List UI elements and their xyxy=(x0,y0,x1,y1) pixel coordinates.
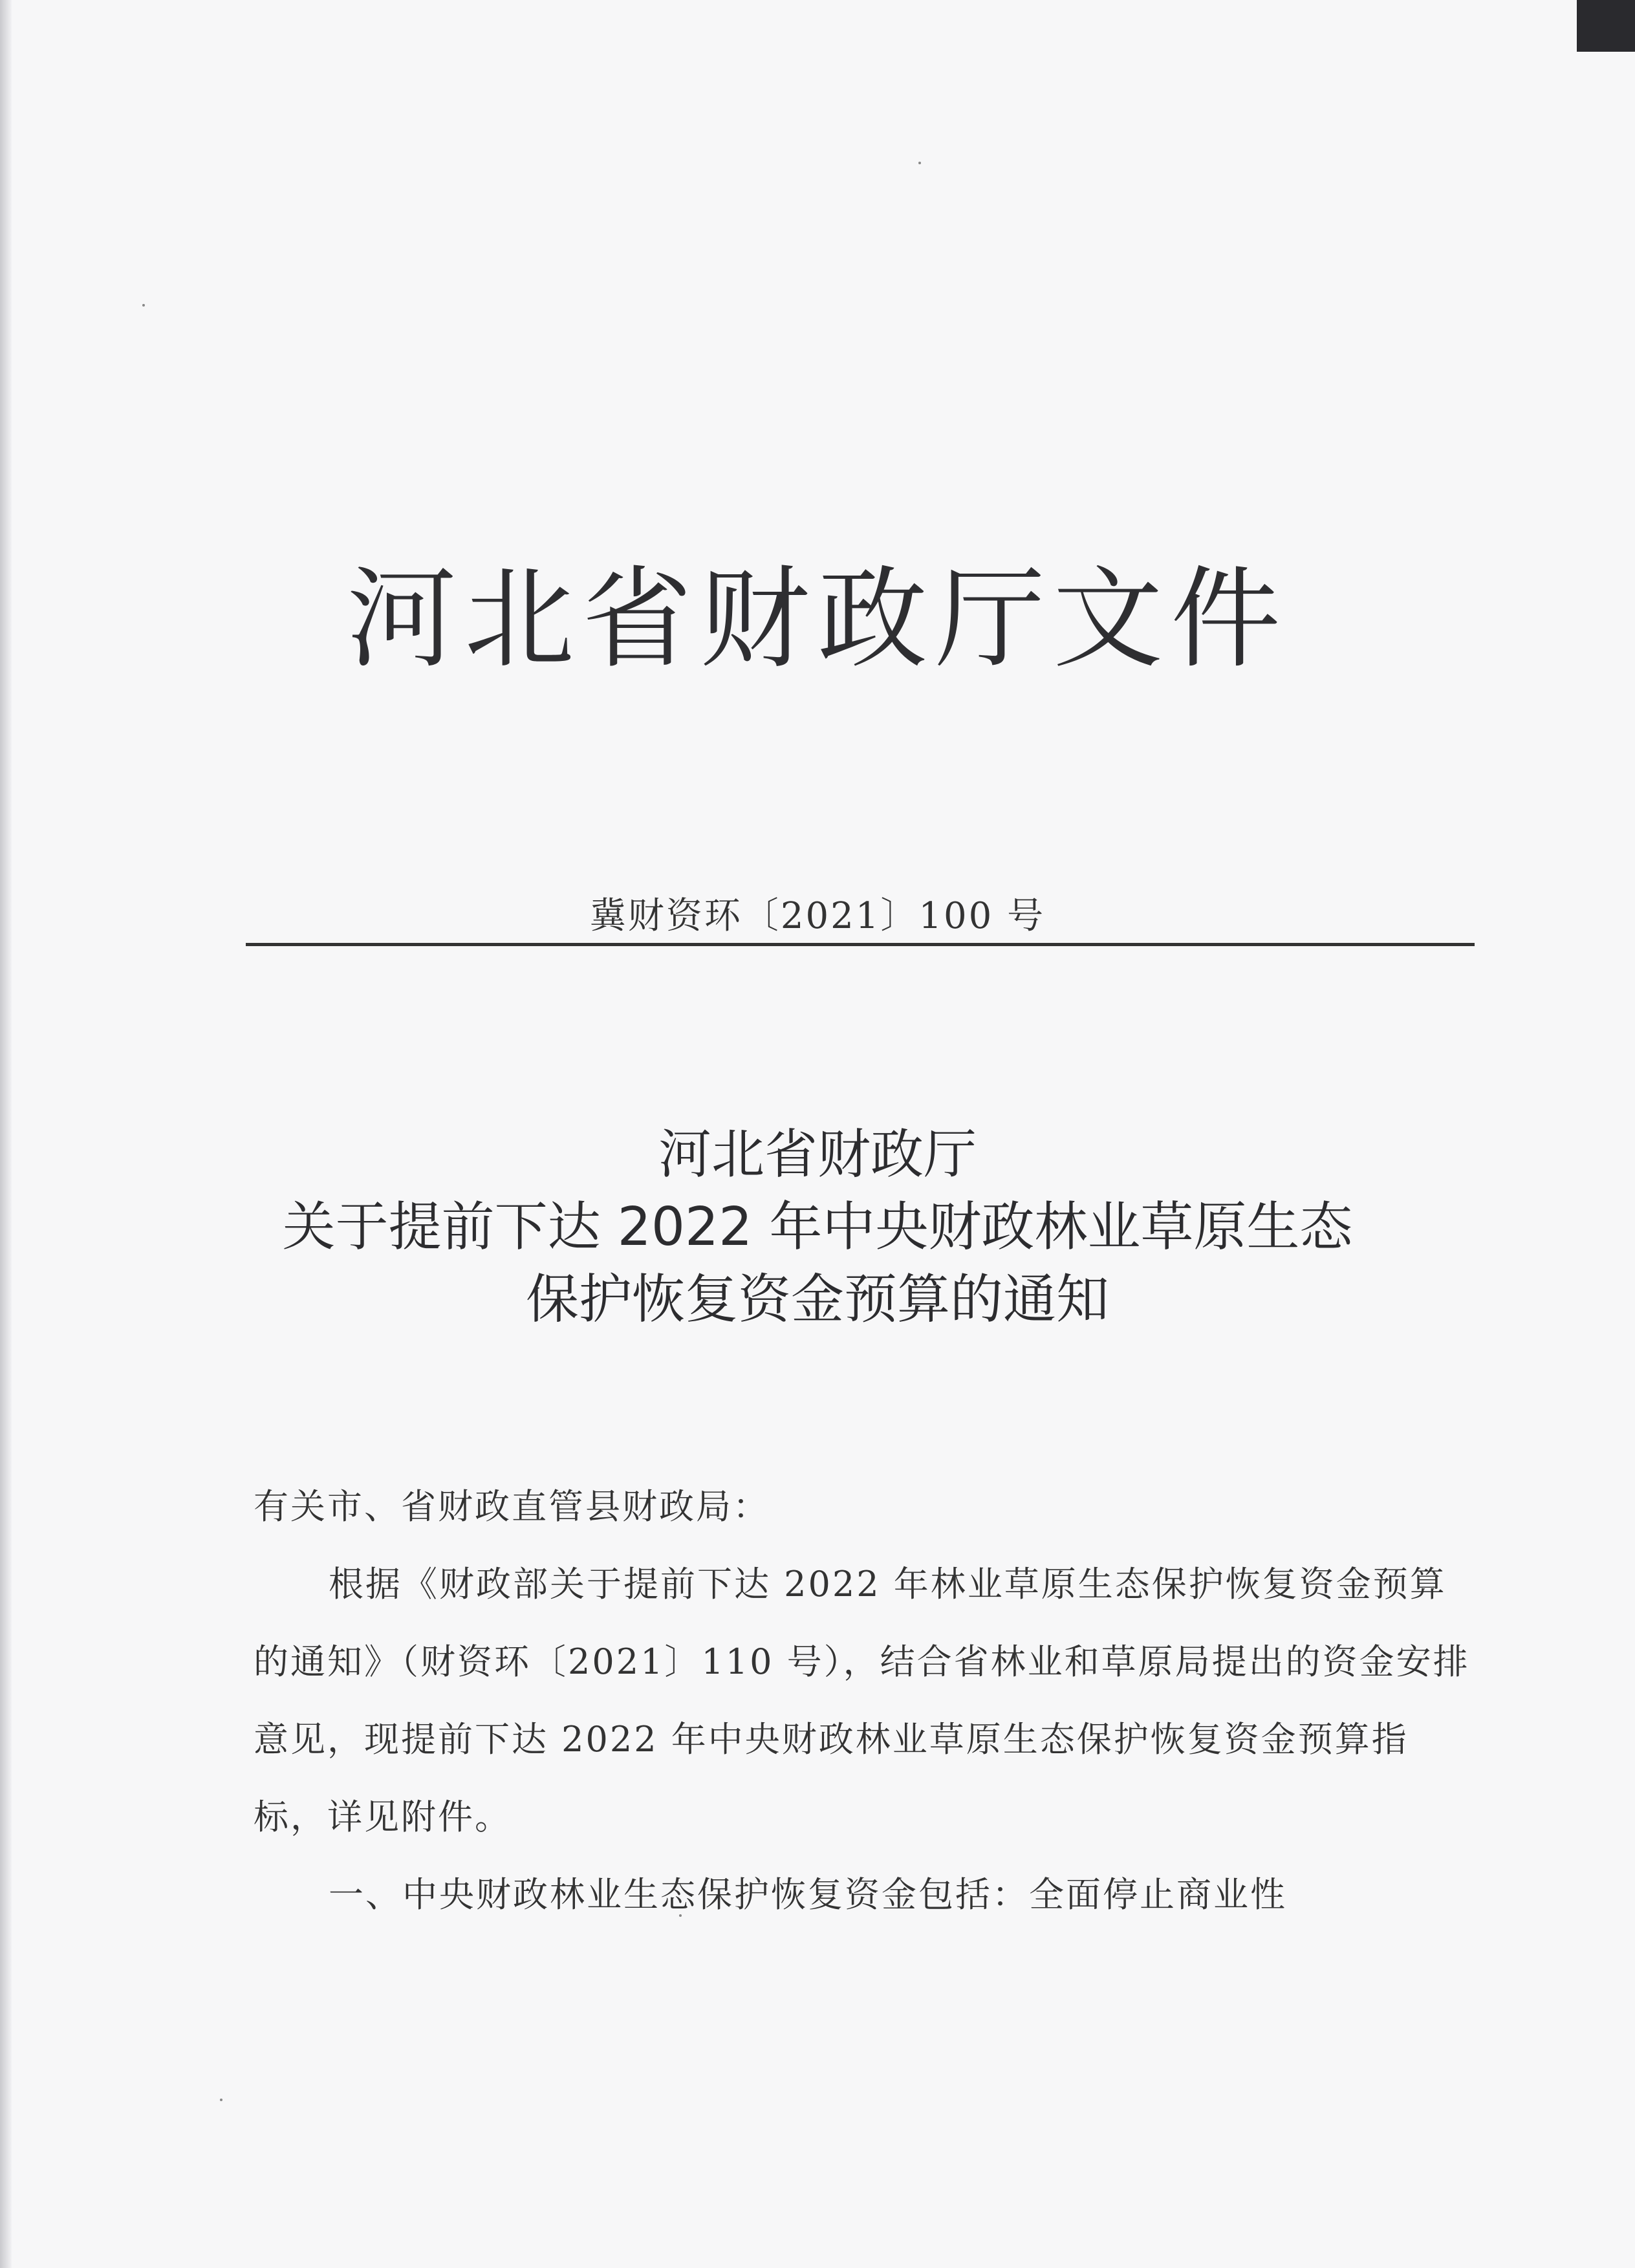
scan-corner xyxy=(1577,0,1635,52)
notice-title-line: 河北省财政厅 xyxy=(658,1124,977,1185)
document-number: 冀财资环〔2021〕100 号 xyxy=(589,895,1046,937)
document-header-title: 河北省财政厅文件 xyxy=(346,556,1288,684)
scan-speck xyxy=(220,2099,222,2101)
body-paragraph: 根据《财政部关于提前下达 2022 年林业草原生态保护恢复资金预算的通知》（财资环〔2021〕110 号），结合省林业和草原局提出的资金安排意见，现提前下达 2022 年中央财政林业草原生态保护恢复资金预算指标，详见附件。 xyxy=(254,1564,1470,1837)
notice-title-line: 关于提前下达 2022 年中央财政林业草原生态 xyxy=(282,1196,1353,1258)
salutation: 有关市、省财政直管县财政局： xyxy=(254,1486,770,1527)
notice-title xyxy=(0,1119,1635,1336)
header-divider xyxy=(246,943,1475,946)
scan-speck xyxy=(918,162,921,164)
body-paragraph: 一、中央财政林业生态保护恢复资金包括：全面停止商业性 xyxy=(329,1874,1287,1915)
scan-speck xyxy=(142,304,145,307)
notice-body xyxy=(254,1468,1472,1934)
notice-title-line: 保护恢复资金预算的通知 xyxy=(525,1269,1109,1330)
